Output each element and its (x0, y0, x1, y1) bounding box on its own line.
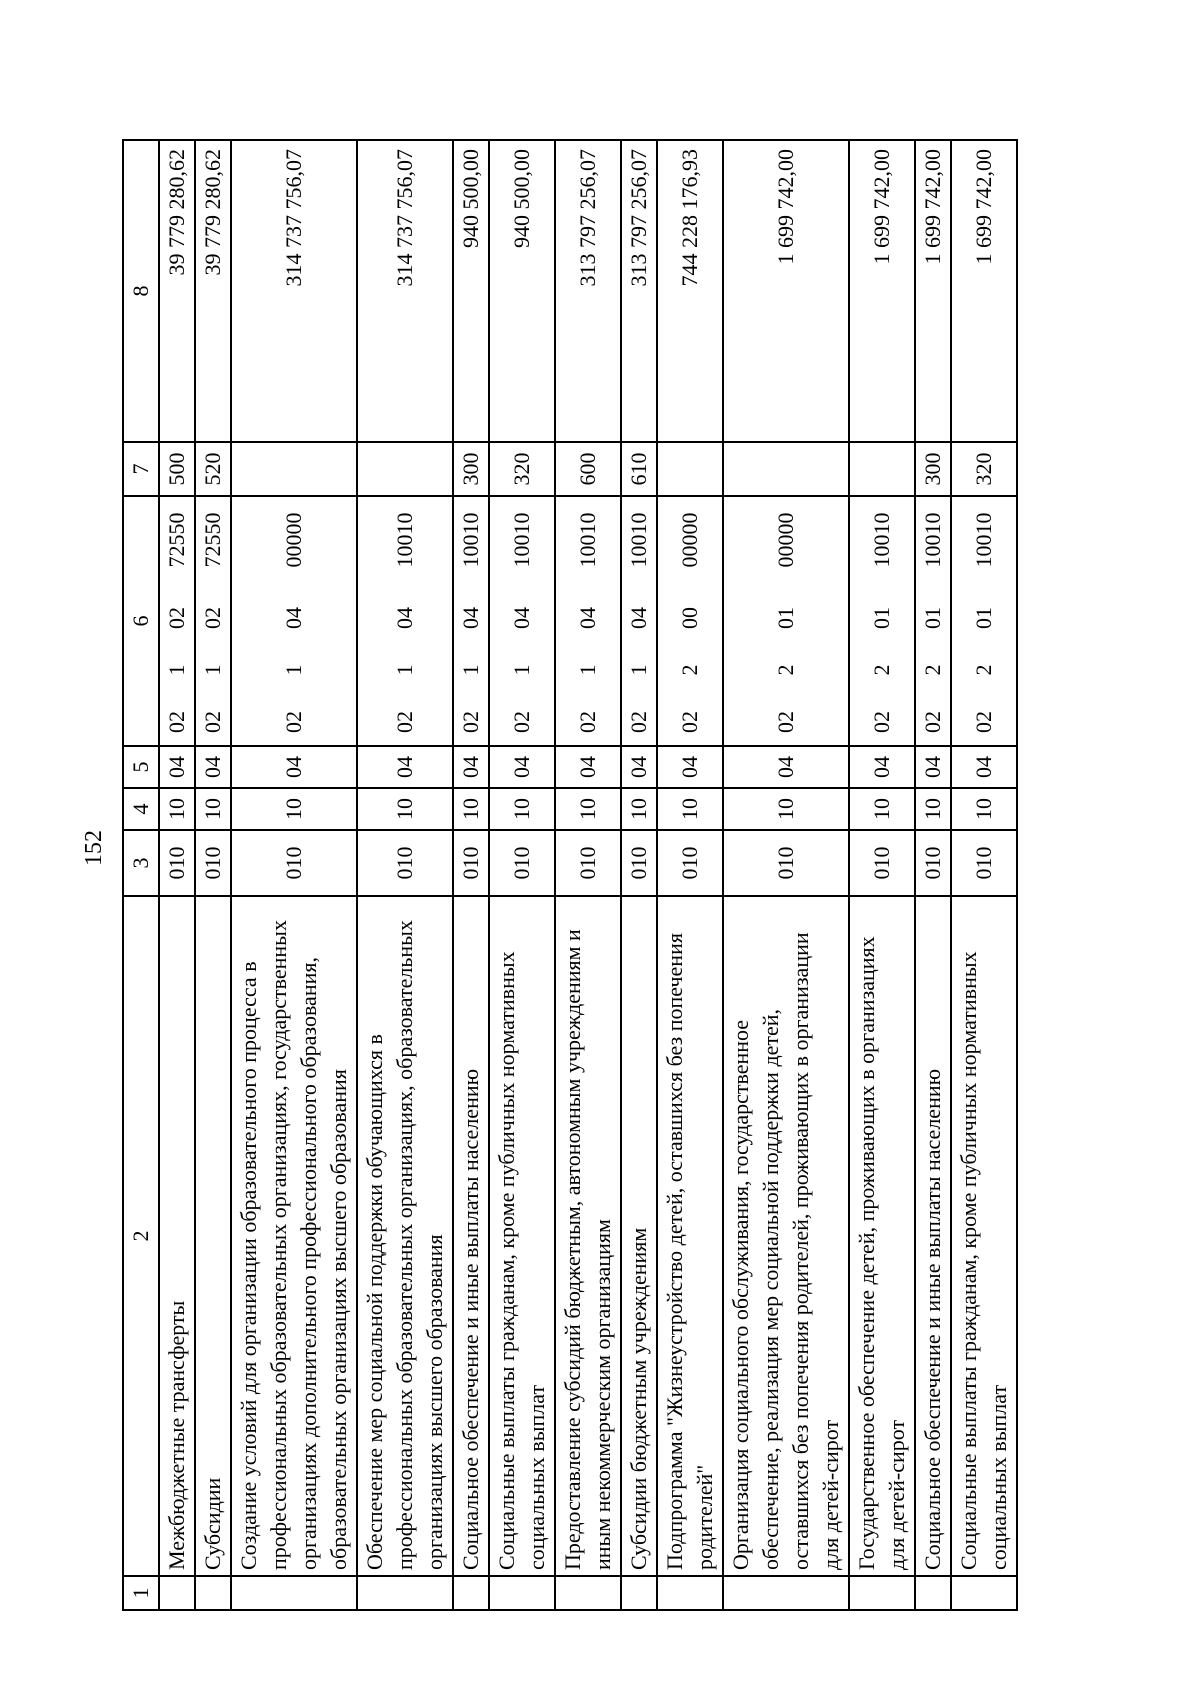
column-header: 3 (123, 830, 159, 896)
cell-expense-type (357, 442, 453, 496)
cell-target-article (849, 496, 915, 746)
cell-ministry-code: 010 (489, 830, 555, 896)
cell-ministry-code: 010 (723, 830, 849, 896)
cell-row-number (951, 1576, 1017, 1610)
cell-expense-type (657, 442, 723, 496)
article-event-code: 01 (869, 607, 894, 629)
cell-subsection-code: 04 (555, 746, 621, 788)
article-event-code: 00 (677, 607, 702, 629)
article-direction-code: 00000 (281, 512, 306, 568)
table-row (231, 140, 357, 1610)
cell-expense-type: 610 (621, 442, 657, 496)
cell-item-name: Обеспечение мер социальной поддержки обучающихся в профессиональных образовательных организациях, образовательных организациях высшего образования (357, 896, 453, 1576)
cell-row-number (915, 1576, 951, 1610)
article-program-code: 02 (392, 711, 417, 733)
cell-subsection-code: 04 (849, 746, 915, 788)
cell-amount: 314 737 756,07 (357, 140, 453, 442)
column-header: 6 (123, 496, 159, 746)
cell-expense-type: 300 (453, 442, 489, 496)
cell-row-number (195, 1576, 231, 1610)
table-row (723, 140, 849, 1610)
article-program-code: 02 (509, 711, 534, 733)
article-subprogram-code: 1 (626, 664, 651, 676)
article-subprogram-code: 1 (281, 664, 306, 676)
article-subprogram-code: 1 (200, 664, 225, 676)
cell-amount: 940 500,00 (489, 140, 555, 442)
cell-section-code: 10 (555, 788, 621, 830)
column-header: 8 (123, 140, 159, 442)
cell-target-article (159, 496, 195, 746)
cell-section-code: 10 (489, 788, 555, 830)
table-row (849, 140, 915, 1610)
cell-section-code: 10 (951, 788, 1017, 830)
cell-amount: 744 228 176,93 (657, 140, 723, 442)
cell-row-number (159, 1576, 195, 1610)
cell-ministry-code: 010 (951, 830, 1017, 896)
article-event-code: 04 (575, 607, 600, 629)
article-subprogram-code: 2 (677, 664, 702, 676)
cell-row-number (489, 1576, 555, 1610)
cell-item-name: Создание условий для организации образовательного процесса в профессиональных образовательных организациях, государственных организациях дополнительного профессионального образования, образовательных организациях высшего образования (231, 896, 357, 1576)
cell-row-number (231, 1576, 357, 1610)
cell-subsection-code: 04 (159, 746, 195, 788)
table-row (555, 140, 621, 1610)
table-row (489, 140, 555, 1610)
cell-section-code: 10 (195, 788, 231, 830)
article-program-code: 02 (677, 711, 702, 733)
cell-expense-type: 500 (159, 442, 195, 496)
article-direction-code: 72550 (164, 512, 189, 568)
cell-subsection-code: 04 (621, 746, 657, 788)
article-direction-code: 72550 (200, 512, 225, 568)
cell-item-name: Субсидии бюджетным учреждениям (621, 896, 657, 1576)
table-body (159, 140, 1017, 1610)
article-direction-code: 10010 (626, 512, 651, 568)
article-program-code: 02 (773, 711, 798, 733)
cell-ministry-code: 010 (231, 830, 357, 896)
cell-section-code: 10 (723, 788, 849, 830)
article-event-code: 02 (164, 607, 189, 629)
article-event-code: 04 (281, 607, 306, 629)
cell-row-number (849, 1576, 915, 1610)
cell-subsection-code: 04 (489, 746, 555, 788)
cell-item-name: Социальное обеспечение и иные выплаты населению (453, 896, 489, 1576)
cell-target-article (621, 496, 657, 746)
table-row (657, 140, 723, 1610)
cell-row-number (453, 1576, 489, 1610)
article-direction-code: 10010 (920, 512, 945, 568)
cell-expense-type: 300 (915, 442, 951, 496)
cell-subsection-code: 04 (915, 746, 951, 788)
cell-subsection-code: 04 (195, 746, 231, 788)
cell-ministry-code: 010 (621, 830, 657, 896)
cell-amount: 314 737 756,07 (231, 140, 357, 442)
article-direction-code: 10010 (392, 512, 417, 568)
table-row (951, 140, 1017, 1610)
cell-section-code: 10 (231, 788, 357, 830)
cell-expense-type (723, 442, 849, 496)
header-row (123, 140, 159, 1610)
cell-expense-type: 520 (195, 442, 231, 496)
cell-row-number (657, 1576, 723, 1610)
article-event-code: 04 (458, 607, 483, 629)
article-direction-code: 00000 (773, 512, 798, 568)
cell-row-number (357, 1576, 453, 1610)
cell-ministry-code: 010 (195, 830, 231, 896)
column-header: 2 (123, 896, 159, 1576)
article-program-code: 02 (971, 711, 996, 733)
cell-subsection-code: 04 (357, 746, 453, 788)
table-row (453, 140, 489, 1610)
cell-amount: 39 779 280,62 (195, 140, 231, 442)
article-direction-code: 10010 (971, 512, 996, 568)
article-subprogram-code: 2 (773, 664, 798, 676)
cell-ministry-code: 010 (915, 830, 951, 896)
cell-ministry-code: 010 (357, 830, 453, 896)
cell-item-name: Межбюджетные трансферты (159, 896, 195, 1576)
article-subprogram-code: 2 (971, 664, 996, 676)
column-header: 1 (123, 1576, 159, 1610)
cell-target-article (453, 496, 489, 746)
article-event-code: 04 (626, 607, 651, 629)
article-program-code: 02 (458, 711, 483, 733)
cell-target-article (489, 496, 555, 746)
cell-expense-type: 320 (489, 442, 555, 496)
cell-row-number (723, 1576, 849, 1610)
article-subprogram-code: 1 (509, 664, 534, 676)
cell-target-article (555, 496, 621, 746)
cell-row-number (555, 1576, 621, 1610)
cell-item-name: Социальное обеспечение и иные выплаты населению (915, 896, 951, 1576)
article-program-code: 02 (164, 711, 189, 733)
table-row (357, 140, 453, 1610)
cell-amount: 313 797 256,07 (555, 140, 621, 442)
article-event-code: 01 (773, 607, 798, 629)
cell-subsection-code: 04 (723, 746, 849, 788)
cell-amount: 940 500,00 (453, 140, 489, 442)
article-subprogram-code: 2 (869, 664, 894, 676)
cell-ministry-code: 010 (159, 830, 195, 896)
article-program-code: 02 (200, 711, 225, 733)
cell-amount: 313 797 256,07 (621, 140, 657, 442)
cell-item-name: Подпрограмма "Жизнеустройство детей, оставшихся без попечения родителей" (657, 896, 723, 1576)
article-event-code: 02 (200, 607, 225, 629)
cell-item-name: Социальные выплаты гражданам, кроме публичных нормативных социальных выплат (951, 896, 1017, 1576)
cell-subsection-code: 04 (951, 746, 1017, 788)
article-program-code: 02 (920, 711, 945, 733)
article-direction-code: 10010 (575, 512, 600, 568)
cell-target-article (357, 496, 453, 746)
cell-ministry-code: 010 (453, 830, 489, 896)
cell-ministry-code: 010 (849, 830, 915, 896)
article-direction-code: 10010 (509, 512, 534, 568)
page-number: 152 (81, 830, 107, 866)
article-direction-code: 00000 (677, 512, 702, 568)
cell-section-code: 10 (453, 788, 489, 830)
article-subprogram-code: 1 (458, 664, 483, 676)
rotated-page (80, 65, 1120, 1631)
cell-section-code: 10 (915, 788, 951, 830)
cell-amount: 1 699 742,00 (915, 140, 951, 442)
article-event-code: 04 (392, 607, 417, 629)
cell-section-code: 10 (357, 788, 453, 830)
cell-subsection-code: 04 (453, 746, 489, 788)
article-program-code: 02 (869, 711, 894, 733)
cell-target-article (657, 496, 723, 746)
cell-amount: 1 699 742,00 (849, 140, 915, 442)
article-subprogram-code: 2 (920, 664, 945, 676)
cell-item-name: Субсидии (195, 896, 231, 1576)
cell-expense-type (231, 442, 357, 496)
article-direction-code: 10010 (458, 512, 483, 568)
article-event-code: 04 (509, 607, 534, 629)
cell-row-number (621, 1576, 657, 1610)
cell-ministry-code: 010 (555, 830, 621, 896)
article-direction-code: 10010 (869, 512, 894, 568)
table-row (915, 140, 951, 1610)
table-row (195, 140, 231, 1610)
article-event-code: 01 (920, 607, 945, 629)
article-event-code: 01 (971, 607, 996, 629)
cell-target-article (231, 496, 357, 746)
article-program-code: 02 (281, 711, 306, 733)
cell-item-name: Организация социального обслуживания, государственное обеспечение, реализация мер социальной поддержки детей, оставшихся без попечения родителей, проживающих в организации для детей-сирот (723, 896, 849, 1576)
article-subprogram-code: 1 (575, 664, 600, 676)
budget-table (122, 139, 1018, 1611)
cell-target-article (915, 496, 951, 746)
cell-amount: 39 779 280,62 (159, 140, 195, 442)
cell-expense-type: 320 (951, 442, 1017, 496)
table-row (159, 140, 195, 1610)
cell-item-name: Государственное обеспечение детей, проживающих в организациях для детей-сирот (849, 896, 915, 1576)
cell-section-code: 10 (159, 788, 195, 830)
cell-section-code: 10 (621, 788, 657, 830)
cell-expense-type (849, 442, 915, 496)
cell-target-article (195, 496, 231, 746)
table-row (621, 140, 657, 1610)
cell-subsection-code: 04 (657, 746, 723, 788)
cell-amount: 1 699 742,00 (951, 140, 1017, 442)
cell-item-name: Предоставление субсидий бюджетным, автономным учреждениям и иным некоммерческим организациям (555, 896, 621, 1576)
column-header: 5 (123, 746, 159, 788)
cell-item-name: Социальные выплаты гражданам, кроме публичных нормативных социальных выплат (489, 896, 555, 1576)
column-header: 4 (123, 788, 159, 830)
cell-section-code: 10 (657, 788, 723, 830)
cell-section-code: 10 (849, 788, 915, 830)
article-program-code: 02 (575, 711, 600, 733)
column-header: 7 (123, 442, 159, 496)
cell-target-article (951, 496, 1017, 746)
cell-ministry-code: 010 (657, 830, 723, 896)
cell-expense-type: 600 (555, 442, 621, 496)
cell-amount: 1 699 742,00 (723, 140, 849, 442)
article-program-code: 02 (626, 711, 651, 733)
cell-target-article (723, 496, 849, 746)
article-subprogram-code: 1 (164, 664, 189, 676)
article-subprogram-code: 1 (392, 664, 417, 676)
cell-subsection-code: 04 (231, 746, 357, 788)
